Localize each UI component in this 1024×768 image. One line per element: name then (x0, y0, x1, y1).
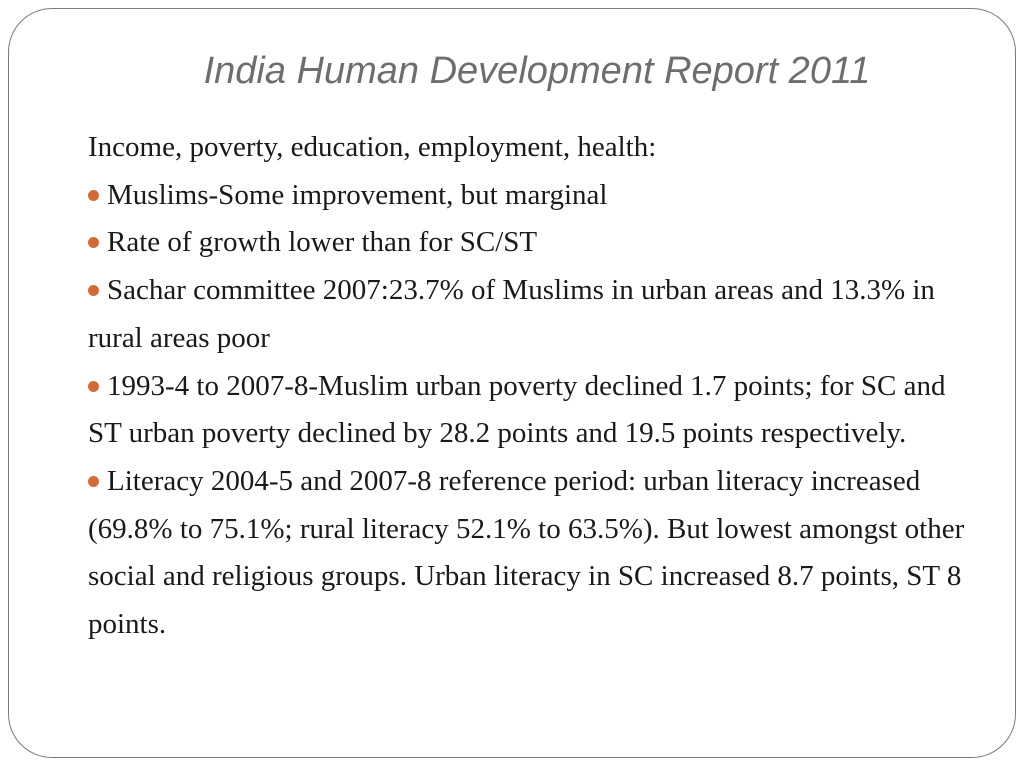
bullet-item (88, 363, 968, 458)
bullet-text: Rate of growth lower than for SC/ST (107, 226, 538, 259)
intro-line: Income, poverty, education, employment, health: (88, 131, 657, 163)
bullet-text: Literacy 2004-5 and 2007-8 reference period: urban literacy increased (69.8% to 75.1%; rural literacy 52.1% to 63.5%). But lowest amongst other social and religious groups. Urban literacy in SC increased 8.7 points, ST 8 points. (88, 464, 965, 641)
bullet-item (88, 267, 968, 362)
bullet-text: 1993-4 to 2007-8-Muslim urban poverty declined 1.7 points; for SC and ST urban poverty declined by 28.2 points and 19.5 points respectively. (88, 369, 946, 450)
bullet-item (88, 458, 968, 649)
bullet-dot-icon (88, 285, 99, 296)
bullet-text: Muslims-Some improvement, but marginal (107, 178, 608, 211)
bullet-text: Sachar committee 2007:23.7% of Muslims in urban areas and 13.3% in rural areas poor (88, 274, 935, 354)
bullet-dot-icon (88, 476, 99, 487)
bullet-dot-icon (88, 381, 99, 392)
slide-title: India Human Development Report 2011 (203, 50, 871, 92)
slide-content (88, 124, 968, 649)
bullet-dot-icon (88, 237, 99, 248)
bullet-item (88, 172, 968, 220)
bullet-item (88, 219, 968, 267)
bullet-dot-icon (88, 190, 99, 201)
